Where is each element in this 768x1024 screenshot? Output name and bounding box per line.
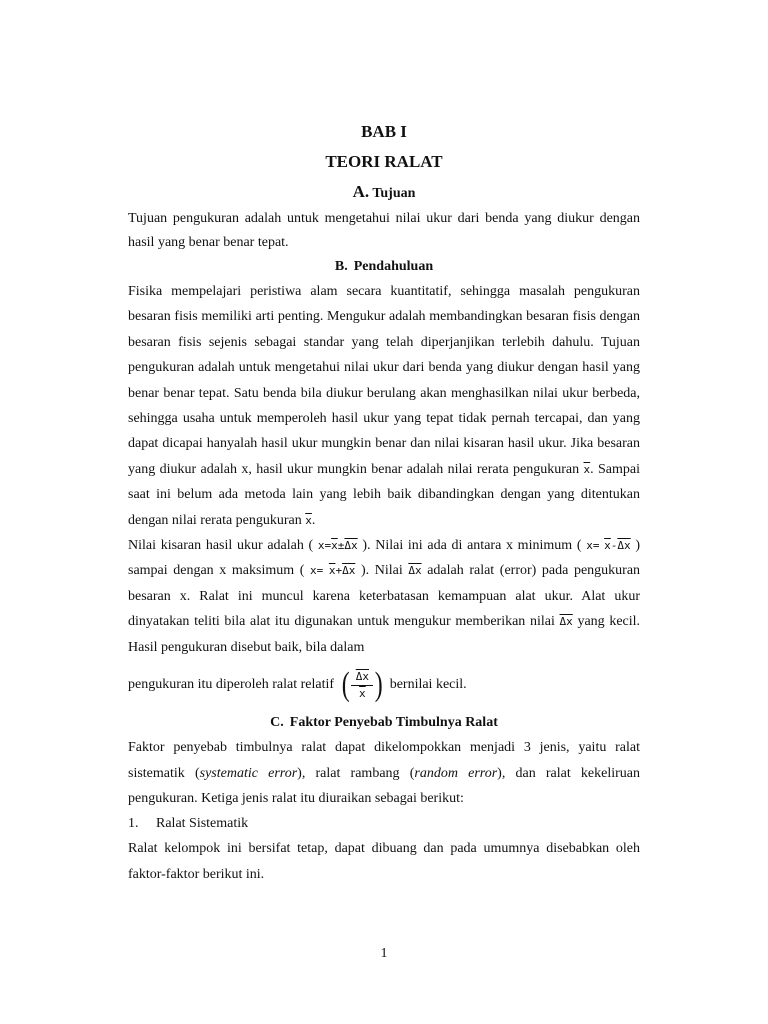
pendahuluan-end: . (590, 461, 594, 477)
kisaran-text-4: ). Nilai (360, 563, 403, 579)
pm-symbol: ± (337, 539, 345, 553)
page-content (128, 117, 640, 887)
ralat-relatif-line (128, 660, 640, 710)
delta-x-symbol: $\overline{\Delta x}$ (342, 564, 356, 578)
minus-symbol: - (610, 539, 618, 553)
faktor-text-3: ), dan ralat kekeliruan pengukuran. Ketiga jenis ralat itu diuraikan sebagai berikut: (128, 765, 641, 806)
fraction-bar (351, 685, 373, 686)
section-c-letter: C. (270, 715, 284, 731)
faktor-italic-2: random error (414, 765, 498, 781)
kisaran-text-6: yang kecil. Hasil pengukuran disebut baik, bila dalam (128, 614, 641, 655)
kisaran-text-5: adalah ralat (error) pada pengukuran besaran x. Ralat ini muncul karena keterbatasan kemampuan alat ukur. Alat ukur dinyatakan teliti bila alat itu digunakan untuk mengukur memberikan nilai (128, 563, 641, 630)
sistematik-paragraph: Ralat kelompok ini bersifat tetap, dapat dibuang dan pada umumnya disebabkan oleh faktor-faktor berikut ini. (128, 841, 640, 882)
xbar-symbol: $\overline{x}$ (305, 513, 312, 527)
right-paren: ) (375, 666, 383, 704)
delta-x-symbol: $\overline{\Delta x}$ (408, 564, 422, 578)
list-item-label: Ralat Sistematik (156, 816, 249, 832)
fraction (351, 670, 373, 701)
xbar-symbol: $\overline{x}$ (328, 564, 336, 578)
faktor-text-1: Faktor penyebab timbulnya ralat dapat dikelompokkan menjadi 3 jenis, yaitu ralat sistematik ( (128, 740, 640, 781)
faktor-paragraph (128, 735, 640, 811)
fraction-numerator: $\overline{\Delta x}$ (355, 669, 369, 683)
section-c-heading (128, 711, 640, 735)
pendahuluan-text: Fisika mempelajari peristiwa alam secara kuantitatif, sehingga masalah pengukuran besaran fisis memiliki arti penting. Mengukur adalah membandingkan besaran fisis dengan besaran fisis sejenis sebagai standar yang telah diperjanjikan terlebih dahulu. Tujuan pengukuran adalah untuk mengetahui nilai ukur dari benda yang diukur dengan hasil yang benar benar tepat. Satu benda bila diukur berulang akan menghasilkan nilai ukur berbeda, sehingga usaha untuk memperoleh hasil ukur yang tepat tidak pernah tercapai, dan yang dapat dicapai hanyalah hasil ukur mungkin benar dan nilai kisaran hasil ukur. Jika besaran yang diukur adalah x, hasil ukur mungkin benar adalah nilai rerata pengukuran (128, 284, 640, 477)
page-number: 1 (380, 946, 388, 961)
kisaran-text-3: ) sampai dengan x maksimum ( (128, 538, 641, 579)
chapter-title: TEORI RALAT (325, 152, 443, 171)
relatif-text-before: pengukuran itu diperoleh ralat relatif (128, 677, 335, 693)
kisaran-text-1: Nilai kisaran hasil ukur adalah ( (128, 538, 314, 554)
list-item (128, 811, 640, 836)
relative-error-fraction (340, 668, 385, 702)
fraction-denominator: x (359, 686, 366, 700)
formula-x-eq: x= (309, 564, 324, 578)
section-a-letter: A. (352, 182, 370, 201)
pendahuluan-paragraph (128, 279, 640, 533)
section-c-title: Faktor Penyebab Timbulnya Ralat (289, 715, 498, 731)
delta-x-symbol: $\overline{\Delta x}$ (344, 539, 358, 553)
sampai-text: Sampai saat ini belum ada metoda lain yang lebih baik dibandingkan dengan yang ditentukan dengan nilai rerata pengukuran (128, 461, 641, 528)
xbar-symbol: $\overline{x}$ (331, 539, 338, 553)
xbar-symbol: $\overline{x}$ (604, 539, 611, 553)
formula-x-eq: x= (317, 539, 332, 553)
section-a-title: Tujuan (372, 186, 416, 201)
delta-x-symbol: $\overline{\Delta x}$ (617, 539, 631, 553)
plus-symbol: + (335, 564, 343, 578)
kisaran-paragraph (128, 533, 640, 660)
relatif-text-after: bernilai kecil. (389, 677, 467, 693)
faktor-italic-1: systematic error (199, 765, 298, 781)
section-b-heading (128, 255, 640, 279)
sampai-end: . (311, 512, 316, 528)
left-paren: ( (341, 666, 350, 704)
xbar-symbol: $\overline{x}$ (583, 462, 591, 476)
kisaran-text-2: ). Nilai ini ada di antara x minimum ( (362, 538, 582, 554)
tujuan-paragraph: Tujuan pengukuran adalah untuk mengetahui nilai ukur dari benda yang diukur dengan hasil yang benar benar tepat. (128, 211, 640, 250)
delta-x-symbol: $\overline{\Delta x}$ (559, 615, 573, 629)
section-b-title: Pendahuluan (353, 259, 434, 274)
section-b-letter: B. (334, 259, 348, 274)
faktor-text-2: ), ralat rambang ( (297, 765, 415, 781)
formula-x-eq: x= (586, 539, 600, 553)
list-item-number: 1. (128, 816, 139, 832)
chapter-label: BAB I (361, 122, 407, 141)
section-a-heading (128, 179, 640, 207)
